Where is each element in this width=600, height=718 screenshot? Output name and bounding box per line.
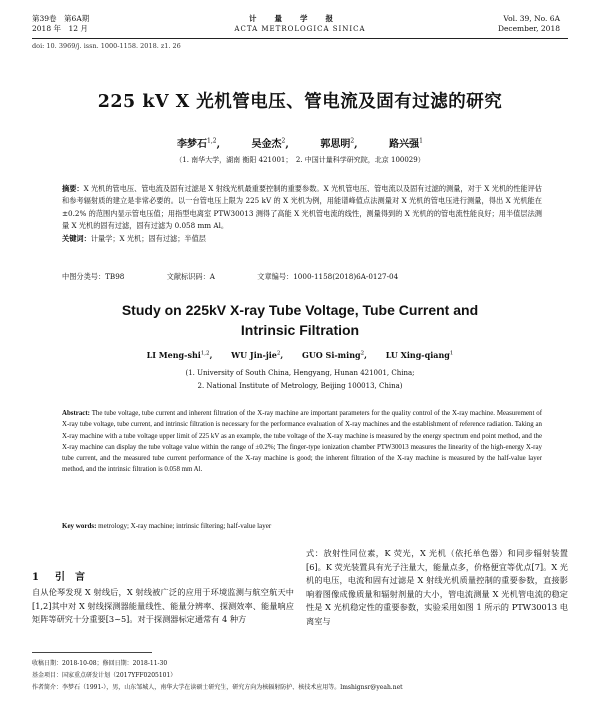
keywords-en-line [62,522,271,530]
title-en-line2: Intrinsic Filtration [240,322,360,338]
abstract-cn-text: X 光机的管电压、管电流及固有过滤是 X 射线光机最重要控制的重要参数。X 光机管电压、管电流以及固有过滤的测量，对于 X 光机的性能评估和参考辐射质的建立是非常必要的。以一台管电压上限为 225 kV 的 X 光机为例，用能谱峰值点法测量对 X 光机的管电压进行测量，得出 X 光机能在 ±0.2% 的范围内显示管电压值；用指型电离室 PTW30013 测得了高能 X 光机管电流的线性，测量得到的 X 光机的的管电流性能良好；用半值层法测量 X 光机的固有过滤，固有过滤为 0.058 mm Al。 [62,184,542,231]
footnote-received: 收稿日期：2018-10-08；修回日期：2018-11-30 [32,660,168,667]
author-cn: 吴金杰$^2$, [251,137,289,150]
affiliation-en-line1: (1. University of South China, Hengyang, Hunan 421001, China; [185,369,415,377]
author-en: LI Meng-shi$^{1,2}$, [146,350,213,360]
author-cn: 路兴强$^1$ [389,137,423,150]
body-column-right: 式：放射性同位素，K 荧光，X 光机（依托单色器）和同步辐射装置[6]。K 荧光装置具有光子注量大，能量点多，价格便宜等优点[7]。X 光机的电压，电流和固有过滤是 X 射线光机质量控制的重要参数，直接影响着图像成像质量和辐射剂量的大小，管电流测量 X 光机管电流的稳定性是 X 光机稳定性的重要参数，实验采用如图 1 所示的 PTW30013 电离室与 [306,548,568,626]
issue-info-cn [32,14,89,34]
journal-name-en: ACTA METROLOGICA SINICA [234,25,366,33]
abstract-en-label: Abstract: [62,410,90,417]
title-cn: 225 kV X 光机管电压、管电流及固有过滤的研究 [97,92,503,112]
journal-name-cn: 计量学报 [249,14,351,23]
author-en: LU Xing-qiang$^1$ [385,350,454,360]
affiliations-cn: （1. 南华大学，湖南 衡阳 421001； 2. 中国计量科学研究院，北京 100029） [175,156,425,164]
authors-en [0,350,600,360]
affiliation-en-line2: 2. National Institute of Metrology, Beijing 100013, China) [197,382,403,390]
author-cn: 郭思明$^2$, [320,137,358,150]
section-number: 1 [32,572,39,583]
article-number: 文章编号：1000-1158(2018)6A-0127-04 [257,272,399,281]
footnote-fund: 基金项目：国家重点研发计划（2017YFF0205101） [32,672,177,679]
title-en-line1: Study on 225kV X-ray Tube Voltage, Tube Current and [121,302,479,318]
date-en: December, 2018 [497,24,560,33]
abstract-cn-label: 摘要： [62,184,84,193]
affiliations-en [0,367,600,393]
abstract-en [62,408,542,476]
section-heading [32,568,101,583]
keywords-en-label: Key words: [62,522,97,530]
document-code: 文献标识码：A [166,272,215,281]
author-cn: 李梦石$^{1,2}$, [177,137,221,150]
authors-cn [0,135,600,150]
author-en: GUO Si-ming$^2$, [301,350,367,360]
clc-number: 中图分类号：TB98 [62,272,125,281]
section-title: 引 言 [54,572,85,583]
footnote-rule [32,652,152,653]
volume-issue-en: Vol. 39, No. 6A [503,14,560,23]
header-rule [32,38,568,39]
title-en [0,300,600,340]
volume-issue-cn: 第39卷 第6A期 [32,14,90,23]
abstract-en-text: The tube voltage, tube current and inherent filtration of the X-ray machine are important parameters for the quality control of the X-ray machine. Measurement of X-ray tube voltage, tube current, and intrinsic filtration is necessary for the performance evaluation of X-ray machines and the establishment of reference radiation. Taking an X-ray machine with a tube voltage upper limit of 225 kV as an example, the tube voltage of the X-ray machine is measured by the energy spectrum end point method, and the X-ray machine can display the tube voltage value within the range of ±0.2%; The finger-type ionization chamber PTW30013 measures the linearity of the high-energy X-ray tube current, and the measured tube current performance of the X-ray machine is good; the inherent filtration of the X-ray machine is measured by the half-value layer method, and the intrinsic filtration is 0.058 mm Al. [62,410,542,474]
journal-name [200,14,400,34]
classification-line [62,272,438,282]
keywords-cn-label: 关键词： [62,233,91,243]
author-en: WU Jin-jie$^2$, [231,350,284,360]
keywords-en: metrology; X-ray machine; intrinsic filtering; half-value layer [98,522,272,530]
body-column-left: 自从伦琴发现 X 射线后，X 射线被广泛的应用于环境监测与航空航天中[1,2]其中对 X 射线探测器能量线性、能量分辨率、探测效率、能量响应矩阵等研究十分重要[3~5]。对于探测器标定通常有 4 种方 [32,587,294,625]
date-cn: 2018 年 12 月 [32,24,88,33]
footnotes [32,658,568,694]
footnote-author: 作者简介：李梦石（1991-），男，山东邹城人，南华大学在读硕士研究生，研究方向为核辐射防护、核技术应用等。lmshignsr@yeah.net [32,684,403,691]
doi: doi: 10. 3969/j. issn. 1000-1158. 2018. z1. 26 [32,42,181,50]
abstract-cn [62,183,542,245]
keywords-cn: 计量学；X 光机；固有过滤；半值层 [90,233,206,243]
issue-info-en [498,14,560,34]
